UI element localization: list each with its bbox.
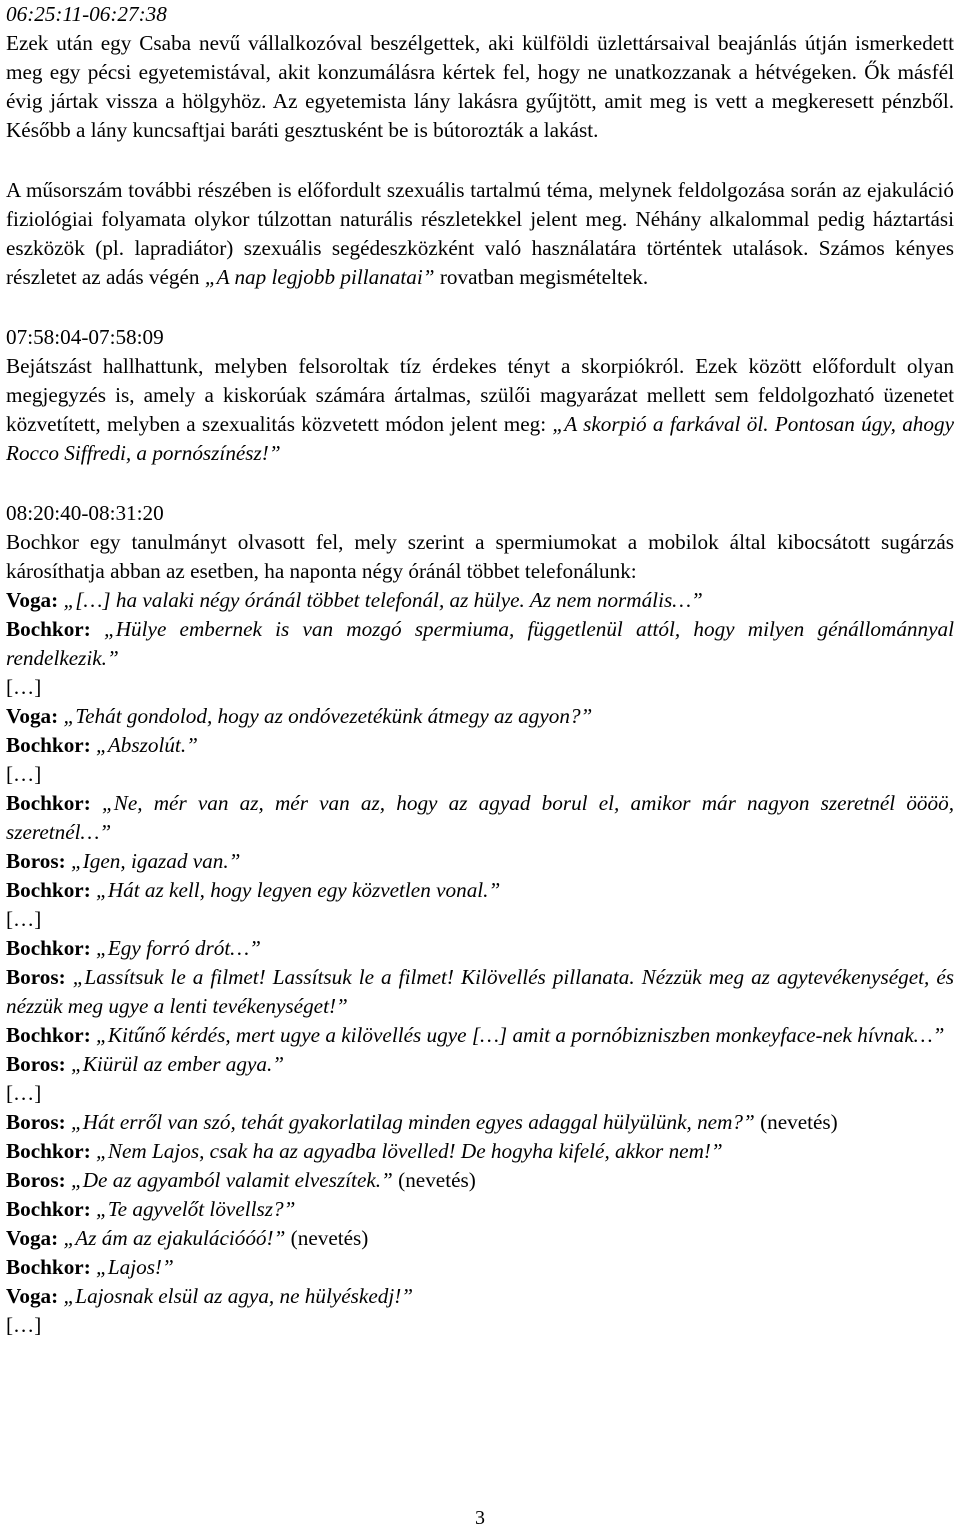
- timestamp: 07:58:04-07:58:09: [6, 325, 164, 349]
- speaker-name: Bochkor:: [6, 733, 91, 757]
- line-annotation: […]: [6, 1081, 42, 1105]
- dialogue-line: [6, 1253, 954, 1282]
- dialogue-line: [6, 702, 954, 731]
- spoken-quote: „Kiürül az ember agya.”: [70, 1052, 285, 1076]
- quoted-segment: „A skorpió a farkával öl. Pontosan úgy, ahogy Rocco Siffredi, a pornószínész!”: [6, 412, 954, 465]
- paragraph-text: Ezek után egy Csaba nevű vállalkozóval beszélgettek, aki külföldi üzlettársaival beajánlás útján ismerkedett meg egy pécsi egyetemistával, akit konzumálásra kértek fel, hogy ne unatkozzanak a hétvégeken. Ők másfél évig jártak vissza a hölgyhöz. Az egyetemista lány lakásra gyűjtött, amit meg is vett a megkeresett pénzből. Később a lány kuncsaftjai baráti gesztusként be is bútorozták a lakást.: [6, 31, 954, 142]
- speaker-name: Voga:: [6, 1226, 59, 1250]
- quoted-segment: „A nap legjobb pillanatai”: [204, 265, 435, 289]
- speaker-name: Bochkor:: [6, 791, 91, 815]
- spoken-quote: „Nem Lajos, csak ha az agyadba lövelled! De hogyha kifelé, akkor nem!”: [96, 1139, 723, 1163]
- speaker-name: Bochkor:: [6, 1023, 91, 1047]
- timestamp: 08:20:40-08:31:20: [6, 501, 164, 525]
- spoken-quote: „Abszolút.”: [96, 733, 198, 757]
- spoken-quote: „Az ám az ejakulációóó!”: [63, 1226, 286, 1250]
- paragraph: Bochkor egy tanulmányt olvasott fel, mely szerint a spermiumokat a mobilok által kibocsátott sugárzás károsíthatja abban az esetben, ha naponta négy óránál többet telefonálunk:: [6, 530, 954, 583]
- speaker-name: Boros:: [6, 1168, 66, 1192]
- paragraph-gap: [6, 468, 954, 499]
- line-annotation: (nevetés): [392, 1168, 476, 1192]
- speaker-name: Boros:: [6, 965, 66, 989]
- dialogue-line: [6, 1282, 954, 1311]
- spoken-quote: „Egy forró drót…”: [96, 936, 261, 960]
- spoken-quote: „Igen, igazad van.”: [70, 849, 241, 873]
- dialogue-line: [6, 1166, 954, 1195]
- dialogue-line: [6, 1079, 954, 1108]
- spoken-quote: „Tehát gondolod, hogy az ondóvezetékünk átmegy az agyon?”: [63, 704, 593, 728]
- spoken-quote: „[…] ha valaki négy óránál többet telefonál, az hülye. Az nem normális…”: [63, 588, 703, 612]
- line-annotation: (nevetés): [754, 1110, 838, 1134]
- speaker-name: Bochkor:: [6, 1255, 91, 1279]
- paragraph: [6, 352, 954, 468]
- spoken-quote: „Kitűnő kérdés, mert ugye a kilövellés ugye […] amit a pornóbizniszben monkeyface-nek hívnak…”: [96, 1023, 945, 1047]
- dialogue-line: [6, 789, 954, 847]
- dialogue-line: [6, 1050, 954, 1079]
- speaker-name: Voga:: [6, 704, 59, 728]
- dialogue-line: [6, 847, 954, 876]
- dialogue-line: [6, 731, 954, 760]
- speaker-name: Bochkor:: [6, 1139, 91, 1163]
- speaker-name: Boros:: [6, 1110, 66, 1134]
- dialogue-line: [6, 673, 954, 702]
- line-annotation: […]: [6, 762, 42, 786]
- dialogue-line: [6, 1195, 954, 1224]
- dialogue-line: [6, 760, 954, 789]
- speaker-name: Bochkor:: [6, 617, 91, 641]
- dialogue-line: [6, 1224, 954, 1253]
- speaker-name: Bochkor:: [6, 878, 91, 902]
- dialogue-line: [6, 934, 954, 963]
- spoken-quote: „Ne, mér van az, mér van az, hogy az agyad borul el, amikor már nagyon szeretnél öööö, szeretnél…”: [6, 791, 955, 844]
- paragraph-gap: [6, 292, 954, 323]
- dialogue-line: [6, 1021, 954, 1050]
- dialogue-line: [6, 876, 954, 905]
- paragraph-gap: [6, 145, 954, 176]
- speaker-name: Voga:: [6, 1284, 59, 1308]
- paragraph-text: Bejátszást hallhattunk, melyben felsoroltak tíz érdekes tényt a skorpiókról. Ezek között előfordult olyan megjegyzés is, amely a kiskorúak számára ártalmas, szülői magyarázat mellett sem feldolgozható üzenetet közvetített, melyben a szexualitás közvetett módon jelent meg:: [6, 354, 954, 436]
- line-annotation: […]: [6, 1313, 42, 1337]
- paragraph-text: rovatban megismételtek.: [434, 265, 649, 289]
- spoken-quote: „Lajosnak elsül az agya, ne hülyéskedj!”: [63, 1284, 414, 1308]
- speaker-name: Boros:: [6, 849, 66, 873]
- line-annotation: […]: [6, 675, 42, 699]
- paragraph: [6, 176, 954, 292]
- page-number: 3: [475, 1507, 485, 1529]
- dialogue-line: [6, 615, 954, 673]
- spoken-quote: „Lassítsuk le a filmet! Lassítsuk le a filmet! Kilövellés pillanata. Nézzük meg az agytevékenységet, és nézzük meg ugye a lenti tevékenységet!”: [6, 965, 955, 1018]
- paragraph-text: A műsorszám további részében is előfordult szexuális tartalmú téma, melynek feldolgozása során az ejakuláció fiziológiai folyamata olykor túlzottan naturális részletekkel jelent meg. Néhány alkalommal pedig háztartási eszközök (pl. lapradiátor) szexuális segédeszközként való használatára történtek utalások. Számos kényes részletet az adás végén: [6, 178, 954, 289]
- line-annotation: […]: [6, 907, 42, 931]
- spoken-quote: „Lajos!”: [96, 1255, 174, 1279]
- dialogue-line: [6, 586, 954, 615]
- dialogue-line: [6, 1108, 954, 1137]
- spoken-quote: „Hát az kell, hogy legyen egy közvetlen vonal.”: [96, 878, 501, 902]
- dialogue-line: [6, 1137, 954, 1166]
- line-annotation: (nevetés): [285, 1226, 369, 1250]
- spoken-quote: „Hát erről van szó, tehát gyakorlatilag minden egyes adaggal hülyülünk, nem?”: [70, 1110, 755, 1134]
- dialogue-line: [6, 963, 954, 1021]
- dialogue-line: [6, 905, 954, 934]
- speaker-name: Voga:: [6, 588, 59, 612]
- dialogue-line: [6, 1311, 954, 1340]
- speaker-name: Bochkor:: [6, 1197, 91, 1221]
- spoken-quote: „Te agyvelőt lövellsz?”: [96, 1197, 296, 1221]
- speaker-name: Bochkor:: [6, 936, 91, 960]
- paragraph: [6, 29, 954, 145]
- dialogue-transcript: [6, 586, 954, 1340]
- document-page: [6, 0, 954, 1340]
- timestamp: 06:25:11-06:27:38: [6, 2, 167, 26]
- spoken-quote: „De az agyamból valamit elveszítek.”: [70, 1168, 393, 1192]
- speaker-name: Boros:: [6, 1052, 66, 1076]
- spoken-quote: „Hülye embernek is van mozgó spermiuma, függetlenül attól, hogy milyen génállománnyal rendelkezik.”: [6, 617, 954, 670]
